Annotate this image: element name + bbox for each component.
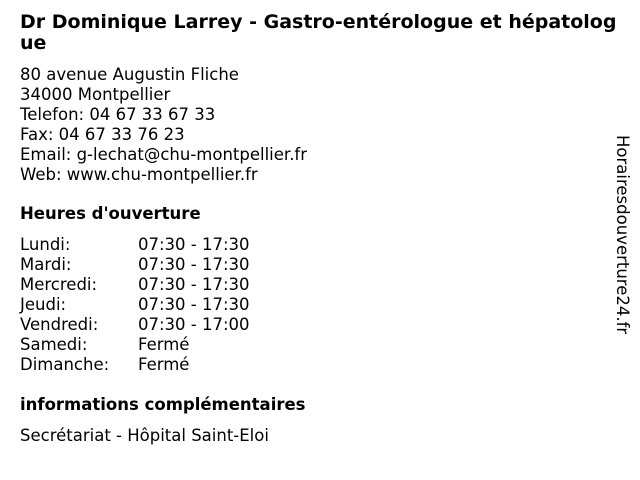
- side-brand-text: Horairesdouverture24.fr: [613, 135, 632, 335]
- time-value: Fermé: [138, 355, 190, 374]
- day-label: Mercredi:: [20, 275, 98, 294]
- page-title: Dr Dominique Larrey - Gastro-entérologue et hépatologue: [20, 11, 617, 54]
- day-label: Lundi:: [20, 235, 71, 254]
- address-city: 34000 Montpellier: [20, 85, 171, 104]
- day-label: Dimanche:: [20, 355, 110, 374]
- email-line: Email: g-lechat@chu-montpellier.fr: [20, 145, 308, 164]
- time-value: Fermé: [138, 335, 190, 354]
- info-text: Secrétariat - Hôpital Saint-Eloi: [20, 426, 269, 445]
- hours-heading: Heures d'ouverture: [20, 204, 201, 223]
- time-value: 07:30 - 17:30: [138, 295, 250, 314]
- fax-line: Fax: 04 67 33 76 23: [20, 125, 185, 144]
- day-label: Jeudi:: [20, 295, 67, 314]
- phone-line: Telefon: 04 67 33 67 33: [20, 105, 216, 124]
- time-value: 07:30 - 17:30: [138, 275, 250, 294]
- day-label: Vendredi:: [20, 315, 99, 334]
- day-label: Samedi:: [20, 335, 88, 354]
- time-value: 07:30 - 17:30: [138, 255, 250, 274]
- web-line: Web: www.chu-montpellier.fr: [20, 165, 258, 184]
- address-street: 80 avenue Augustin Fliche: [20, 65, 239, 84]
- contact-block: [20, 65, 307, 185]
- day-label: Mardi:: [20, 255, 72, 274]
- time-value: 07:30 - 17:00: [138, 315, 250, 334]
- side-brand: [612, 135, 632, 345]
- time-value: 07:30 - 17:30: [138, 235, 250, 254]
- info-heading: informations complémentaires: [20, 395, 306, 414]
